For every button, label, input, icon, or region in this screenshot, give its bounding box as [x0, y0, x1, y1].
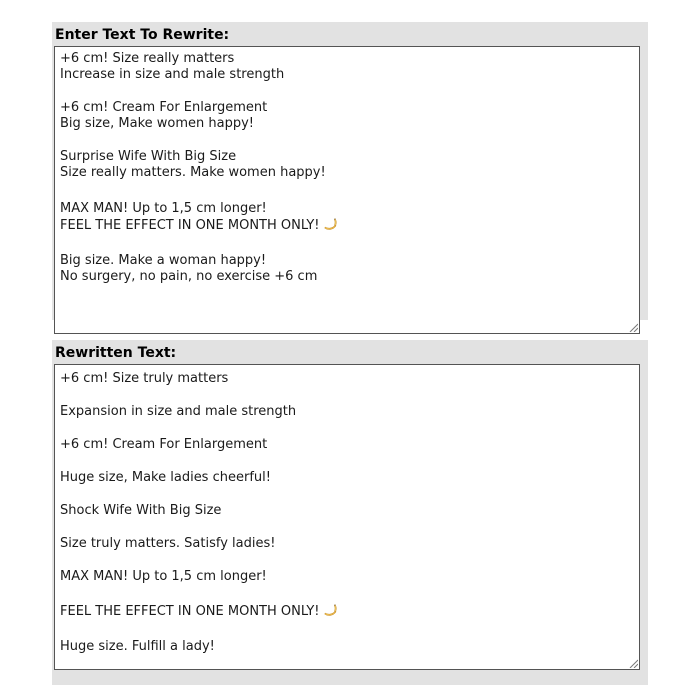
output-line: +6 cm! Cream For Enlargement — [60, 437, 268, 452]
output-line: Huge size, Make ladies cheerful! — [60, 470, 271, 485]
output-line: Size truly matters. Satisfy ladies! — [60, 536, 276, 551]
output-line: Expansion in size and male strength — [60, 404, 297, 419]
input-line: MAX MAN! Up to 1,5 cm longer! — [60, 201, 267, 216]
banana-icon — [323, 217, 338, 231]
input-line: Big size. Make a woman happy! — [60, 253, 267, 268]
input-line: Big size, Make women happy! — [60, 116, 254, 131]
output-line-with-emoji — [60, 603, 338, 620]
output-panel-title: Rewritten Text: — [55, 345, 177, 361]
input-line-text: FEEL THE EFFECT IN ONE MONTH ONLY! — [60, 218, 320, 233]
input-line: Surprise Wife With Big Size — [60, 149, 237, 164]
banana-icon — [323, 603, 338, 617]
input-panel — [52, 22, 648, 320]
output-textarea[interactable] — [54, 364, 640, 670]
output-line: Huge size. Fulfill a lady! — [60, 639, 215, 654]
input-textarea[interactable] — [54, 46, 640, 334]
resize-grip-icon[interactable] — [628, 322, 638, 332]
resize-grip-icon[interactable] — [628, 658, 638, 668]
input-panel-title: Enter Text To Rewrite: — [55, 27, 230, 43]
input-line: No surgery, no pain, no exercise +6 cm — [60, 269, 318, 284]
output-panel — [52, 340, 648, 685]
input-line: +6 cm! Cream For Enlargement — [60, 100, 268, 115]
input-line: Size really matters. Make women happy! — [60, 165, 326, 180]
output-line: MAX MAN! Up to 1,5 cm longer! — [60, 569, 267, 584]
output-line: Shock Wife With Big Size — [60, 503, 222, 518]
output-line-text: FEEL THE EFFECT IN ONE MONTH ONLY! — [60, 604, 320, 619]
input-line: +6 cm! Size really matters — [60, 51, 235, 66]
output-line: +6 cm! Size truly matters — [60, 371, 229, 386]
input-line-with-emoji — [60, 217, 338, 234]
input-line: Increase in size and male strength — [60, 67, 285, 82]
